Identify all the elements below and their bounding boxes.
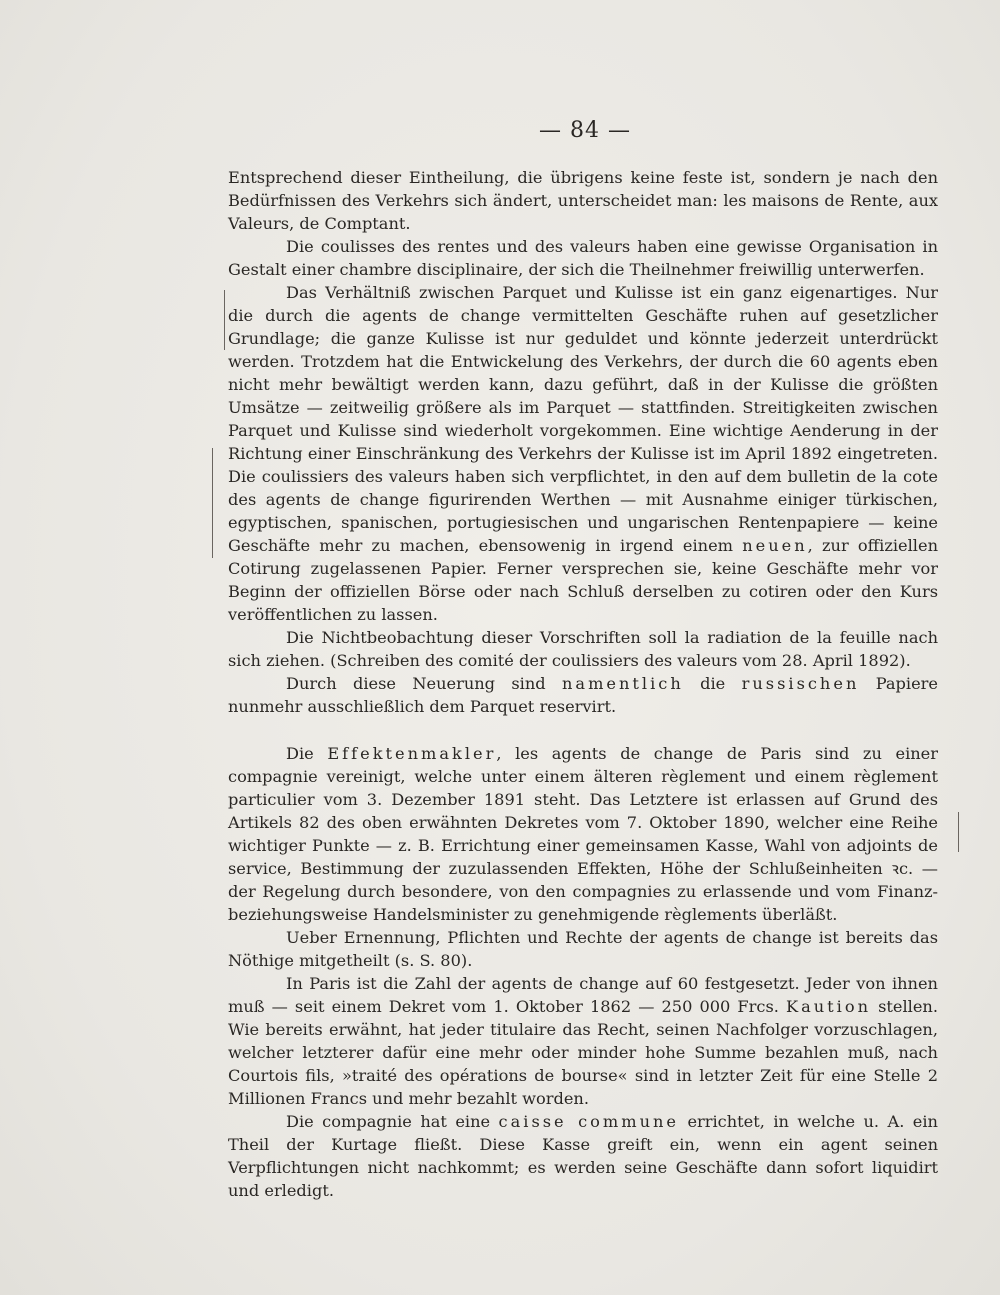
spaced-emphasis-text: Effektenmakler bbox=[327, 744, 497, 763]
paragraph-text: Entsprechend dieser Eintheilung, die übrigens keine feste ist, sondern je nach den Bedürfnissen des Verkehrs sich ändert, unterscheidet man: les maisons de Rente, aux Valeurs, de Comptant. bbox=[228, 168, 938, 233]
paragraph bbox=[228, 1110, 938, 1202]
paragraph bbox=[228, 626, 938, 672]
paragraph bbox=[228, 235, 938, 281]
margin-mark bbox=[224, 290, 225, 350]
margin-mark bbox=[958, 812, 959, 852]
paragraph bbox=[228, 281, 938, 626]
paragraph bbox=[228, 926, 938, 972]
page-number: — 84 — bbox=[539, 118, 631, 143]
spaced-emphasis-text: russischen bbox=[741, 674, 860, 693]
spaced-emphasis-text: namentlich bbox=[562, 674, 684, 693]
body-text bbox=[228, 166, 938, 1202]
spaced-emphasis-text: neuen bbox=[742, 536, 808, 555]
paragraph-text: , zur offiziellen Cotirung zugelassenen Papier. Ferner versprechen sie, keine Geschäfte mehr vor Beginn der offiziellen Börse oder nach Schluß derselben zu cotiren oder den Kurs veröffentlichen zu lassen. bbox=[228, 536, 938, 624]
paragraph-text: stellen. Wie bereits erwähnt, hat jeder titulaire das Recht, seinen Nachfolger vorzuschlagen, welcher letzterer dafür eine mehr oder minder hohe Summe bezahlen muß, nach Courtois fils, »traité des opérations de bourse« sind in letzter Zeit für eine Stelle 2 Millionen Francs und mehr bezahlt worden. bbox=[228, 997, 939, 1108]
spaced-emphasis-text: caisse commune bbox=[498, 1112, 680, 1131]
paragraph-text: Die compagnie hat eine bbox=[286, 1112, 499, 1131]
paragraph-text: Ueber Ernennung, Pflichten und Rechte der agents de change ist bereits das Nöthige mitgetheilt (s. S. 80). bbox=[228, 928, 938, 970]
paragraph bbox=[228, 672, 938, 718]
margin-mark bbox=[212, 448, 213, 558]
paragraph-text: Die coulisses des rentes und des valeurs haben eine gewisse Organisation in Gestalt einer chambre disciplinaire, der sich die Theilnehmer freiwillig unterwerfen. bbox=[228, 237, 938, 279]
paragraph bbox=[228, 972, 938, 1110]
paragraph-text: , les agents de change de Paris sind zu einer compagnie vereinigt, welche unter einem älteren règlement und einem règlement particulier vom 3. Dezember 1891 steht. Das Letztere ist erlassen auf Grund des Artikels 82 des oben erwähnten Dekretes vom 7. Oktober 1890, welcher eine Reihe wichtiger Punkte — z. B. Errichtung einer gemeinsamen Kasse, Wahl von adjoints de service, Bestimmung der zuzulassenden Effekten, Höhe der Schlußeinheiten ꝛc. — der Regelung durch besondere, von den compagnies zu erlassende und vom Finanz- beziehungsweise Handelsminister zu genehmigende règlements überläßt. bbox=[228, 744, 938, 924]
paragraph-text: In Paris ist die Zahl der agents de change auf 60 festgesetzt. Jeder von ihnen muß — seit einem Dekret vom 1. Oktober 1862 — 250 000 Frcs. bbox=[228, 974, 938, 1016]
paragraph-text: Das Verhältniß zwischen Parquet und Kulisse ist ein ganz eigenartiges. Nur die durch die agents de change vermittelten Geschäfte ruhen auf gesetzlicher Grundlage; die ganze Kulisse ist nur geduldet und könnte jederzeit unterdrückt werden. Trotzdem hat die Entwickelung des Verkehrs, der durch die 60 agents eben nicht mehr bewältigt werden kann, dazu geführt, daß in der Kulisse die größten Umsätze — zeitweilig größere als im Parquet — stattfinden. Streitigkeiten zwischen Parquet und Kulisse sind wiederholt vorgekommen. Eine wichtige Aenderung in der Richtung einer Einschränkung des Verkehrs der Kulisse ist im April 1892 eingetreten. Die coulissiers des valeurs haben sich verpflichtet, in den auf dem bulletin de la cote des agents de change figurirenden Werthen — mit Ausnahme einiger türkischen, egyptischen, spanischen, portugiesischen und ungarischen Rentenpapiere — keine Geschäfte mehr zu machen, ebensowenig in irgend einem bbox=[228, 283, 938, 555]
section-gap bbox=[228, 718, 938, 742]
paragraph bbox=[228, 166, 938, 235]
spaced-emphasis-text: Kaution bbox=[786, 997, 872, 1016]
paragraph-text: Durch diese Neuerung sind bbox=[286, 674, 562, 693]
paragraph-text: die bbox=[683, 674, 742, 693]
paragraph-text: errichtet, in welche u. A. ein Theil der Kurtage fließt. Diese Kasse greift ein, wenn ein agent seinen Verpflichtungen nicht nachkommt; es werden seine Geschäfte dann sofort liquidirt und erledigt. bbox=[228, 1112, 938, 1200]
paragraph-text: Papiere nunmehr ausschließlich dem Parquet reservirt. bbox=[228, 674, 938, 716]
paragraph-text: Die Nichtbeobachtung dieser Vorschriften soll la radiation de la feuille nach sich ziehen. (Schreiben des comité der coulissiers des valeurs vom 28. April 1892). bbox=[228, 628, 938, 670]
paragraph-text: Die bbox=[286, 744, 328, 763]
paragraph bbox=[228, 742, 938, 926]
